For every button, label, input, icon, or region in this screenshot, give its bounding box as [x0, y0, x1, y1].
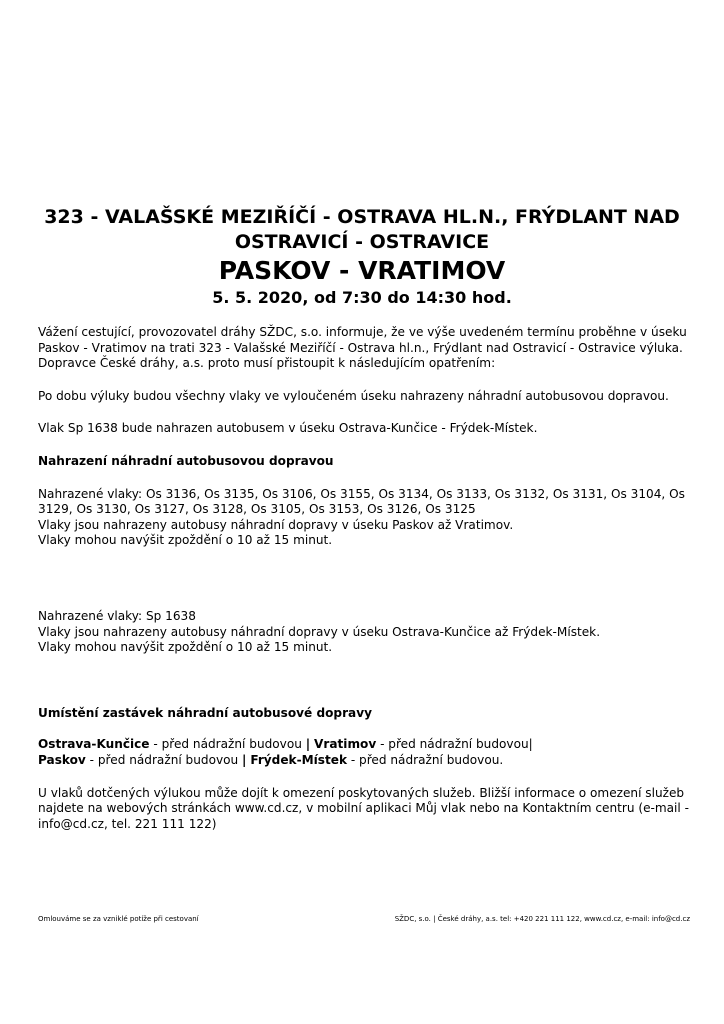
- stop-location: - před nádražní budovou: [376, 737, 529, 752]
- intro-paragraph: Vážení cestující, provozovatel dráhy SŽDC, s.o. informuje, že ve výše uvedeném termínu proběhne v úseku Paskov - Vratimov na trati 323 - Valašské Meziříčí - Ostrava hl.n., Frýdlant nad Ostravicí - Ostravice výluka. Dopravce České dráhy, a.s. proto musí přistoupit k následujícím opatřením:: [38, 325, 687, 371]
- stop-separator: |: [528, 737, 533, 752]
- stops-line-2: [38, 753, 693, 769]
- group2-route: Vlaky jsou nahrazeny autobusy náhradní dopravy v úseku Ostrava-Kunčice až Frýdek-Místek.: [38, 624, 601, 639]
- stop-name: Ostrava-Kunčice: [38, 737, 150, 752]
- group2-trains: Nahrazené vlaky: Sp 1638: [38, 608, 196, 623]
- replacement-heading: Nahrazení náhradní autobusovou dopravou: [38, 453, 334, 468]
- stop-location: - před nádražní budovou: [149, 737, 306, 752]
- stop-name: Vratimov: [314, 737, 377, 752]
- sp-train-paragraph: Vlak Sp 1638 bude nahrazen autobusem v úseku Ostrava-Kunčice - Frýdek-Místek.: [38, 421, 538, 436]
- footer-contact: SŽDC, s.o. | České dráhy, a.s. tel: +420 221 111 122, www.cd.cz, e-mail: info@cd.cz: [394, 915, 690, 923]
- all-trains-replaced-paragraph: Po dobu výluky budou všechny vlaky ve vyloučeném úseku nahrazeny náhradní autobusovou dopravou.: [38, 388, 669, 403]
- group2-delay: Vlaky mohou navýšit zpoždění o 10 až 15 minut.: [38, 640, 333, 655]
- date-time: 5. 5. 2020, od 7:30 do 14:30 hod.: [212, 288, 512, 307]
- group1-trains: Nahrazené vlaky: Os 3136, Os 3135, Os 3106, Os 3155, Os 3134, Os 3133, Os 3132, Os 3131, Os 3104, Os 3129, Os 3130, Os 3127, Os 3128, Os 3105, Os 3153, Os 3126, Os 3125: [38, 486, 685, 517]
- notice-body: [38, 325, 693, 832]
- footer-apology: Omlouváme se za vzniklé potíže při cestovaní: [38, 915, 199, 923]
- group1-delay: Vlaky mohou navýšit zpoždění o 10 až 15 minut.: [38, 533, 333, 548]
- closing-paragraph: U vlaků dotčených výlukou může dojít k omezení poskytovaných služeb. Bližší informace o omezení služeb najdete na webových stránkách www.cd.cz, v mobilní aplikaci Můj vlak nebo na Kontaktním centru (e-mail - info@cd.cz, tel. 221 111 122): [38, 785, 689, 831]
- line-title: 323 - VALAŠSKÉ MEZIŘÍČÍ - OSTRAVA HL.N., FRÝDLANT NAD OSTRAVICÍ - OSTRAVICE: [44, 206, 680, 253]
- stop-separator: |: [242, 752, 247, 767]
- section-title: PASKOV - VRATIMOV: [218, 256, 506, 285]
- stops-heading: Umístění zastávek náhradní autobusové dopravy: [38, 705, 372, 720]
- stop-separator: |: [305, 737, 311, 752]
- stops-line-1: [38, 737, 693, 753]
- stop-name: Paskov: [38, 752, 86, 767]
- group1-route: Vlaky jsou nahrazeny autobusy náhradní dopravy v úseku Paskov až Vratimov.: [38, 517, 514, 532]
- stop-location: - před nádražní budovou: [85, 752, 243, 767]
- stop-location: - před nádražní budovou.: [347, 752, 504, 767]
- stop-name: Frýdek-Místek: [250, 752, 347, 767]
